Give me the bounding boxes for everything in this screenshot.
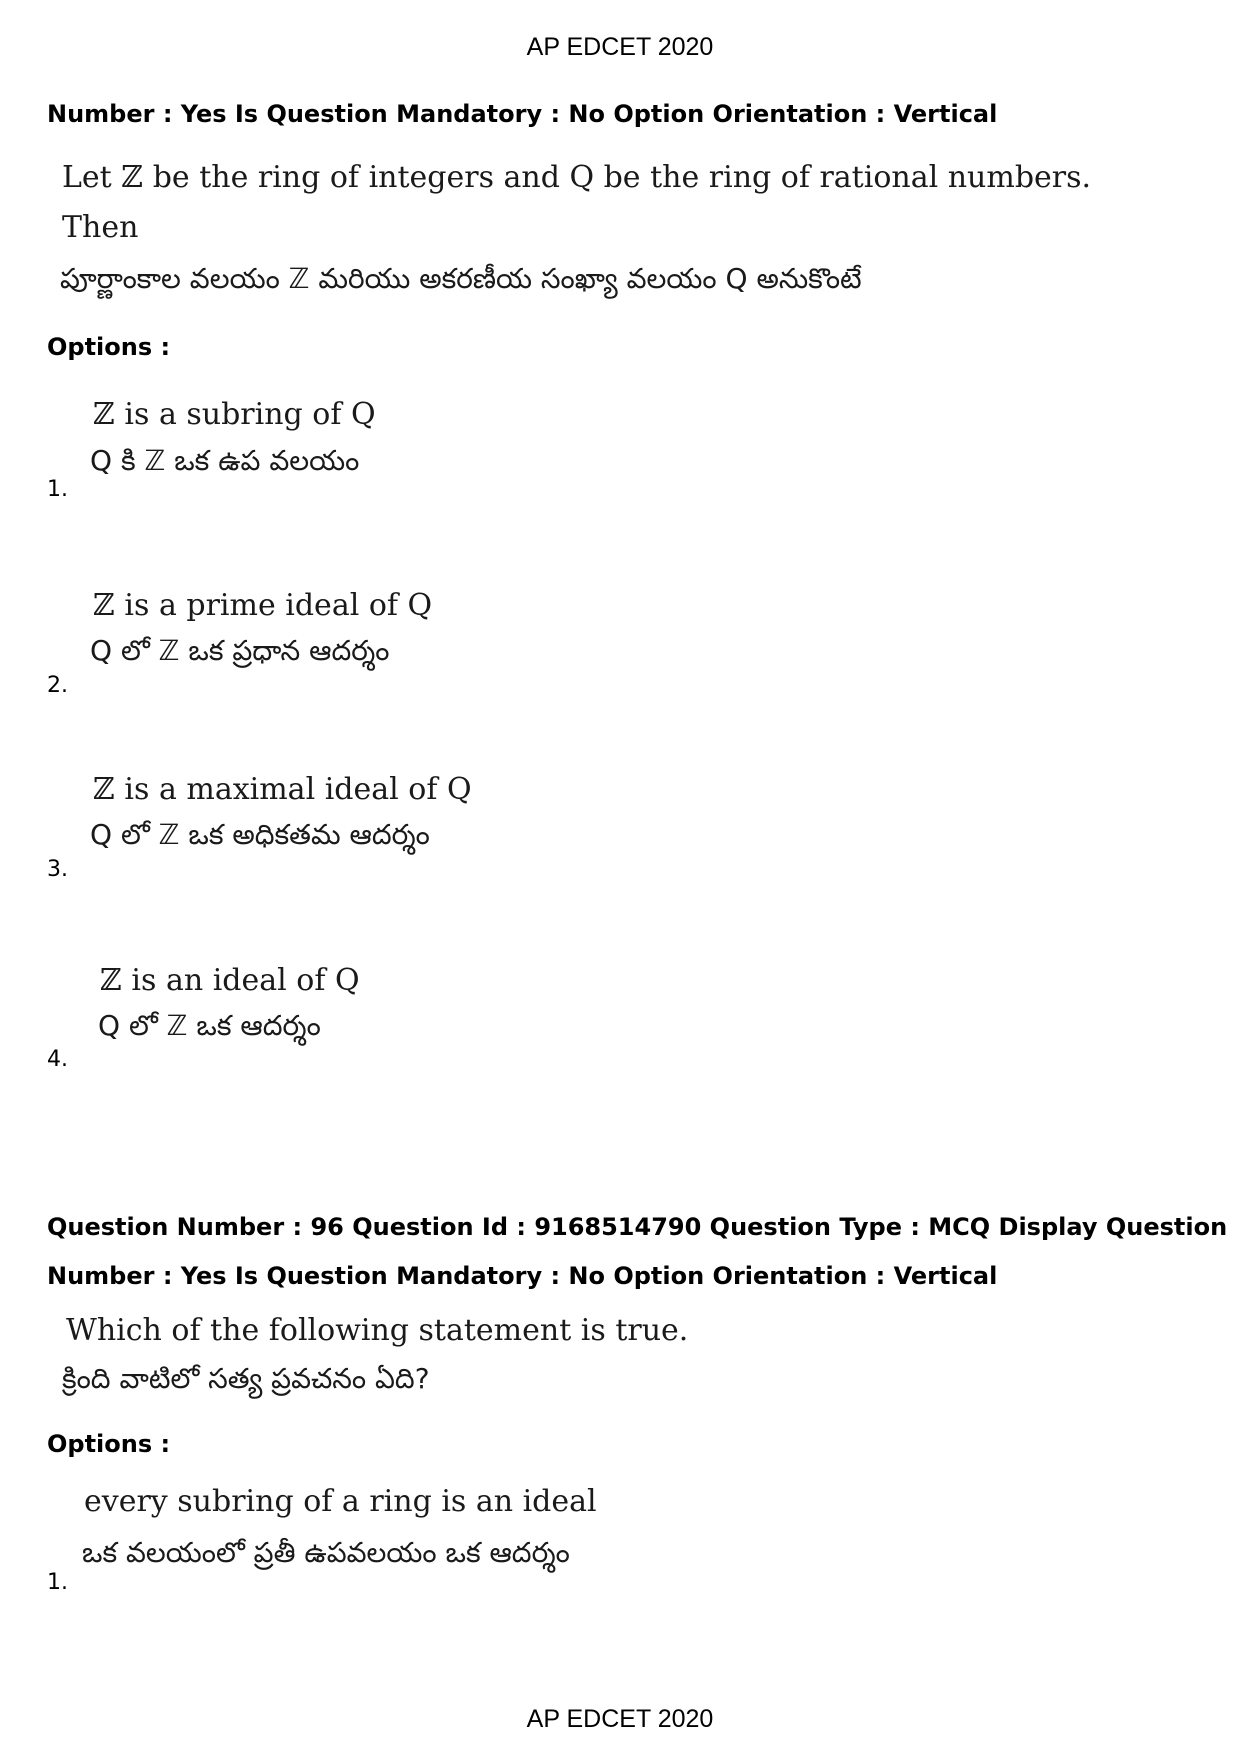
question-text-telugu: పూర్ణాంకాల వలయం ℤ మరియు అకరణీయ సంఖ్యా వలయం Q అనుకొంటే	[60, 262, 862, 295]
options-label: Options :	[47, 333, 171, 361]
option-text-telugu: ఒక వలయంలో ప్రతీ ఉపవలయం ఒక ఆదర్శం	[82, 1536, 570, 1569]
question-text-telugu: క్రింది వాటిలో సత్య ప్రవచనం ఏది?	[62, 1362, 430, 1395]
option-text-telugu: Q లో ℤ ఒక అధికతమ ఆదర్శం	[90, 818, 430, 851]
option-text-telugu: Q లో ℤ ఒక ఆదర్శం	[98, 1009, 321, 1042]
question-text-english-cont: Then	[62, 210, 139, 245]
options-label: Options :	[47, 1430, 171, 1458]
option-text-english: every subring of a ring is an ideal	[84, 1484, 597, 1519]
option-number: 1.	[47, 477, 68, 502]
option-text-telugu: Q లో ℤ ఒక ప్రధాన ఆదర్శం	[90, 634, 390, 667]
question-meta-line: Number : Yes Is Question Mandatory : No Option Orientation : Vertical	[47, 100, 998, 128]
page-footer: AP EDCET 2020	[526, 1705, 714, 1733]
option-text-english: ℤ is a maximal ideal of Q	[93, 772, 472, 807]
option-text-english: ℤ is a prime ideal of Q	[93, 588, 433, 623]
question-text-english: Which of the following statement is true.	[66, 1313, 689, 1348]
question-text-english: Let ℤ be the ring of integers and Q be the ring of rational numbers.	[62, 160, 1092, 195]
page-header: AP EDCET 2020	[526, 33, 714, 61]
option-number: 2.	[47, 673, 68, 698]
option-number: 4.	[47, 1047, 68, 1072]
question-meta-line: Number : Yes Is Question Mandatory : No Option Orientation : Vertical	[47, 1262, 998, 1290]
option-number: 1.	[47, 1570, 68, 1595]
option-text-english: ℤ is an ideal of Q	[100, 963, 360, 998]
question-meta-line: Question Number : 96 Question Id : 9168514790 Question Type : MCQ Display Question	[47, 1213, 1228, 1241]
option-text-telugu: Q కి ℤ ఒక ఉప వలయం	[90, 444, 360, 477]
option-text-english: ℤ is a subring of Q	[93, 397, 376, 432]
option-number: 3.	[47, 857, 68, 882]
